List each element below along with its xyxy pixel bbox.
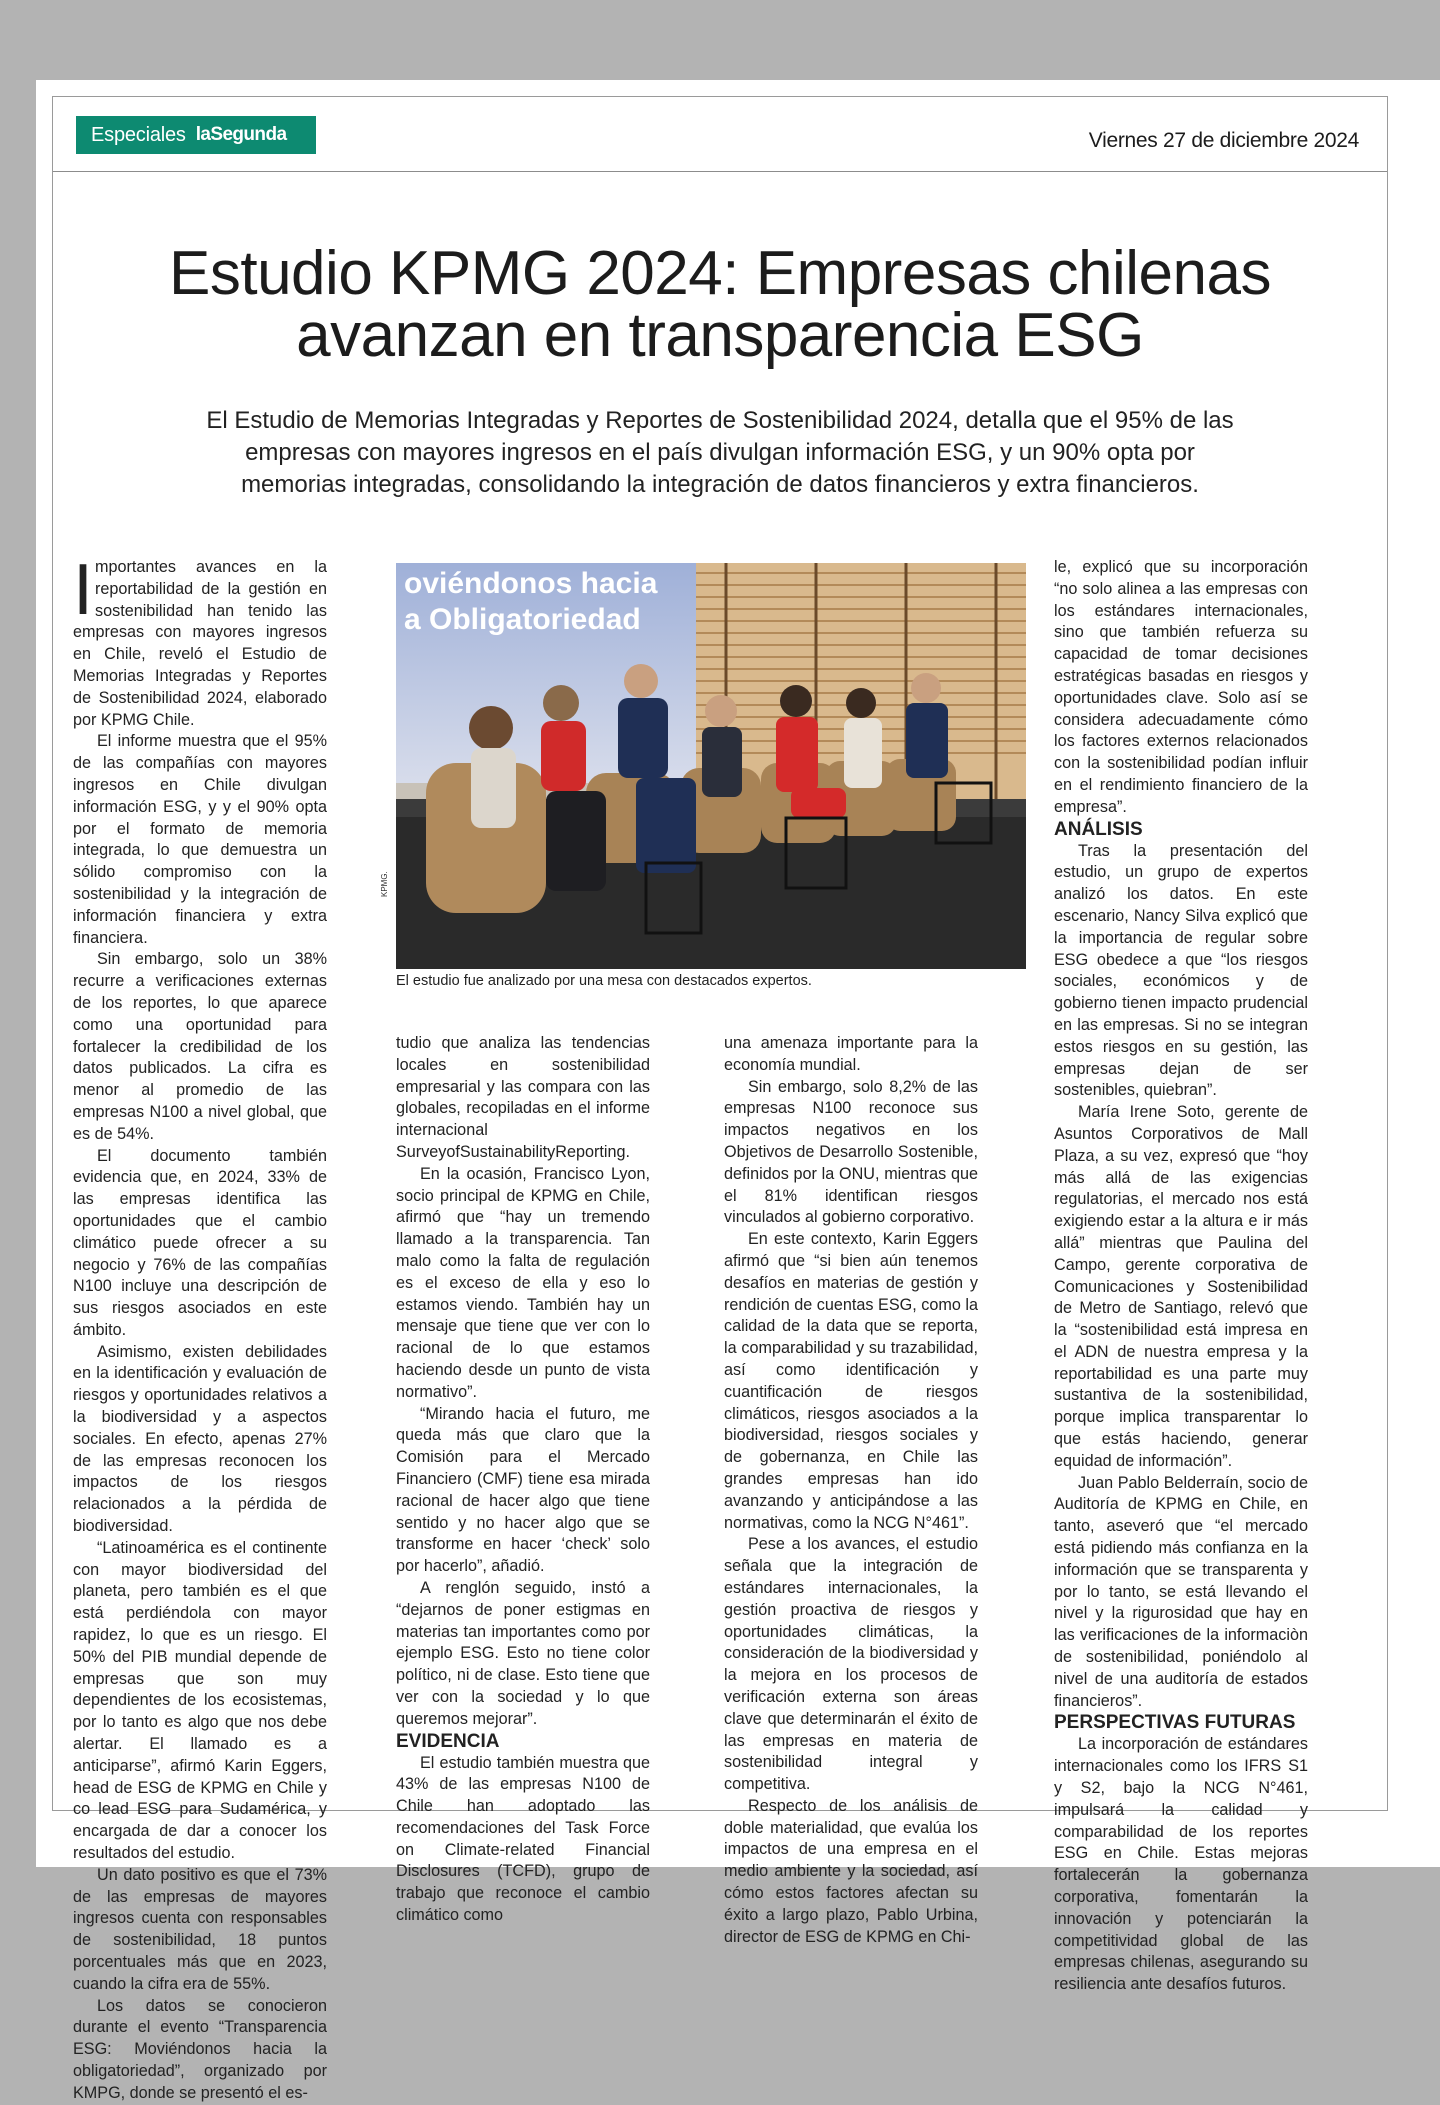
paragraph: una amenaza importante para la economía mundial. — [724, 1034, 978, 1074]
headline-line: Estudio KPMG 2024: Empresas chilenas — [169, 239, 1271, 308]
publication-logo: laSegunda — [195, 124, 287, 145]
paragraph: Sin embargo, solo 8,2% de las empresas N100 reconoce sus impactos negativos en los Objetivos de Desarrollo Sostenible, definidos por la ONU, mientras que el 81% identifican riesgos vinculados al gobierno corporativo. — [724, 1077, 978, 1227]
masthead-brand — [76, 116, 316, 154]
paragraph: “Mirando hacia el futuro, me queda más que claro que la Comisión para el Mercado Financiero (CMF) tiene esa mirada racional de hacer algo que tiene sentido y no hacer algo que se transforme en hacer ‘check’ solo por hacerlo”, añadió. — [396, 1404, 650, 1576]
article-photo — [396, 563, 1026, 969]
drop-cap: I — [73, 550, 94, 630]
paragraph: Asimismo, existen debilidades en la identificación y evaluación de riesgos y oportunidades relativos a la biodiversidad y a aspectos sociales. En efecto, apenas 27% de las empresas reconocen los impactos de los riesgos relacionados a la pérdida de biodiversidad. — [73, 1342, 327, 1536]
publication-date: Viernes 27 de diciembre 2024 — [1088, 129, 1359, 152]
paragraph: Sin embargo, solo un 38% recurre a verificaciones externas de los reportes, lo que aparece como una oportunidad para fortalecer la credibilidad de los datos publicados. La cifra es menor al promedio de las empresas N100 a nivel global, que es de 54%. — [73, 950, 327, 1143]
paragraph: Un dato positivo es que el 73% de las empresas de mayores ingresos cuenta con responsables de sostenibilidad, 18 puntos porcentuales más que en 2023, cuando la cifra era de 55%. — [73, 1865, 327, 1993]
paragraph: Los datos se conocieron durante el evento “Transparencia ESG: Moviéndonos hacia la obligatoriedad”, organizado por KMPG, donde se presentó el es- — [73, 1996, 327, 2102]
section-heading: EVIDENCIA — [396, 1730, 500, 1752]
paragraph: Respecto de los análisis de doble materialidad, que evalúa los impactos de una empresa en el medio ambiente y la sociedad, así cómo estos factores afectan su éxito a largo plazo, Pablo Urbina, director de ESG de KPMG en Chi- — [724, 1796, 978, 1946]
page-frame — [52, 96, 1388, 2102]
article-column-1 — [73, 550, 327, 2105]
paragraph: Juan Pablo Belderraín, socio de Auditoría de KPMG en Chile, en tanto, aseveró que “el mercado está pidiendo más confianza en la información que se transparenta y por lo tanto, se está llevando el nivel y la rigurosidad que hay en las verificaciones de la informaciòn de sostenibilidad, poniéndolo al nivel de una auditoría de estados financieros”. — [1054, 1473, 1308, 1710]
panel-photo-illustration — [396, 563, 1026, 969]
photo-credit: KPMG. — [380, 871, 389, 897]
paragraph: tudio que analiza las tendencias locales en sostenibilidad empresarial y las compara con las globales, recopiladas en el informe internacional SurveyofSustainabilityReporting. — [396, 1034, 650, 1161]
paragraph: El informe muestra que el 95% de las compañías con mayores ingresos en Chile divulgan información ESG, y y el 90% opta por el formato de memoria integrada, lo que demuestra un sólido compromiso con la sostenibilidad y la integración de información financiera y extra financiera. — [73, 732, 327, 947]
paragraph: le, explicó que su incorporación “no solo alinea a las empresas con los estándares internacionales, sino que también refuerza su capacidad de tomar decisiones estratégicas basadas en riesgos y oportunidades clave. Solo así se considera adecuadamente cómo los factores externos relacionados con la sostenibilidad podían influir en el rendimiento financiero de la empresa”. — [1054, 558, 1308, 816]
lede-line: El Estudio de Memorias Integradas y Reportes de Sostenibilidad 2024, detalla que el 95% de las — [206, 407, 1234, 434]
screen-text: a Obligatoriedad — [404, 603, 641, 636]
paragraph: Pese a los avances, el estudio señala que la integración de estándares internacionales, la gestión proactiva de riesgos y oportunidades climáticas, la consideración de la biodiversidad y la mejora en los procesos de verificación externa son áreas clave que determinarán el éxito de las empresas en materia de sostenibilidad integral y competitiva. — [724, 1535, 978, 1794]
paragraph: En la ocasión, Francisco Lyon, socio principal de KPMG en Chile, afirmó que “hay un tremendo llamado a la transparencia. Tan malo como la falta de regulación es el exceso de ella y eso lo estamos viendo. También hay un mensaje que tiene que ver con lo racional de lo que estamos haciendo desde un punto de vista normativo”. — [396, 1164, 650, 1401]
photo-caption: El estudio fue analizado por una mesa con destacados expertos. — [396, 973, 812, 989]
headline-line: avanzan en transparencia ESG — [296, 301, 1144, 370]
paragraph: La incorporación de estándares internacionales como los IFRS S1 y S2, bajo la NCG N°461, impulsará la calidad y comparabilidad de los reportes ESG en Chile. Estas mejoras fortalecerán la gobernanza corporativa, fomentarán la innovación y potenciarán la competitividad global de las empresas chilenas, asegurando su resiliencia ante desafíos futuros. — [1054, 1735, 1308, 1994]
lede-line: empresas con mayores ingresos en el país divulgan información ESG, y un 90% opta por — [245, 439, 1195, 466]
paragraph: En este contexto, Karin Eggers afirmó que “si bien aún tenemos desafíos en materias de gestión y rendición de cuentas ESG, como la calidad de la data que se reporta, la comparabilidad y su trazabilidad, así como identificación y cuantificación de riesgos climáticos, riesgos asociados a la biodiversidad, riesgos sociales y de gobernanza, en Chile las grandes empresas han ido avanzando y anticipándose a las normativas, como la NCG N°461”. — [724, 1230, 978, 1532]
article-lede — [73, 405, 1367, 501]
paragraph: “Latinoamérica es el continente con mayor biodiversidad del planeta, pero también es el que está perdiéndola con mayor rapidez, lo que es un riesgo. El 50% del PIB mundial depende de empresas que son muy dependientes de los ecosistemas, por lo tanto es algo que nos debe alertar. El llamado es a anticiparse”, afirmó Karin Eggers, head de ESG de KPMG en Chile y co lead ESG para Sudamérica, y encargada de dar a conocer los resultados del estudio. — [73, 1538, 327, 1863]
article-headline — [53, 239, 1387, 370]
lede-line: memorias integradas, consolidando la integración de datos financieros y extra financieros. — [241, 471, 1199, 498]
paragraph: Importantes avances en la reportabilidad de la gestión en sostenibilidad han tenido las empresas con mayores ingresos en Chile, reveló el Estudio de Memorias Integradas y Reportes de Sostenibilidad 2024, elaborado por KPMG Chile. — [73, 550, 327, 729]
newspaper-page — [36, 80, 1440, 2102]
article-column-3 — [724, 1033, 978, 1948]
paragraph: Tras la presentación del estudio, un grupo de expertos analizó los datos. En este escenario, Nancy Silva explicó que la importancia de regular sobre ESG obedece a que “los riesgos sociales, económicos y de gobierno tienen impacto prudencial en las empresas. Si no se integran estos riesgos en su gestión, las empresas dejan de ser sostenibles, quiebran”. — [1054, 841, 1308, 1100]
paragraph: El estudio también muestra que 43% de las empresas N100 de Chile han adoptado las recomendaciones del Task Force on Climate-related Financial Disclosures (TCFD), grupo de trabajo que reconoce el cambio climático como — [396, 1753, 650, 1925]
masthead-divider — [53, 171, 1387, 172]
paragraph: María Irene Soto, gerente de Asuntos Corporativos de Mall Plaza, a su vez, expresó que “hoy más allá de las exigencias regulatorias, el mercado nos está exigiendo estar a la altura e ir más allá” mientras que Paulina del Campo, gerente corporativa de Comunicaciones y Sostenibilidad de Metro de Santiago, relevó que la “sostenibilidad está impresa en el ADN de nuestra empresa y la reportabilidad es una parte muy sustantiva de la sostenibilidad, porque implica transparentar lo que estás haciendo, generar equidad de información”. — [1054, 1103, 1308, 1470]
section-heading: PERSPECTIVAS FUTURAS — [1054, 1712, 1296, 1734]
section-name: Especiales — [91, 123, 186, 146]
section-heading: ANÁLISIS — [1054, 818, 1143, 840]
screen-text: oviéndonos hacia — [404, 567, 658, 600]
article-column-2 — [396, 1033, 650, 1927]
article-column-4 — [1054, 557, 1308, 1996]
paragraph: A renglón seguido, instó a “dejarnos de poner estigmas en materias tan importantes como por ejemplo ESG. Esto no tiene color político, ni de clase. Esto tiene que ver con la sociedad y lo que queremos mejorar”. — [396, 1578, 650, 1728]
paragraph: El documento también evidencia que, en 2024, 33% de las empresas identifica las oportunidades que el cambio climático puede ofrecer a su negocio y 76% de las compañías N100 incluye una descripción de sus riesgos asociados en este ámbito. — [73, 1146, 327, 1339]
